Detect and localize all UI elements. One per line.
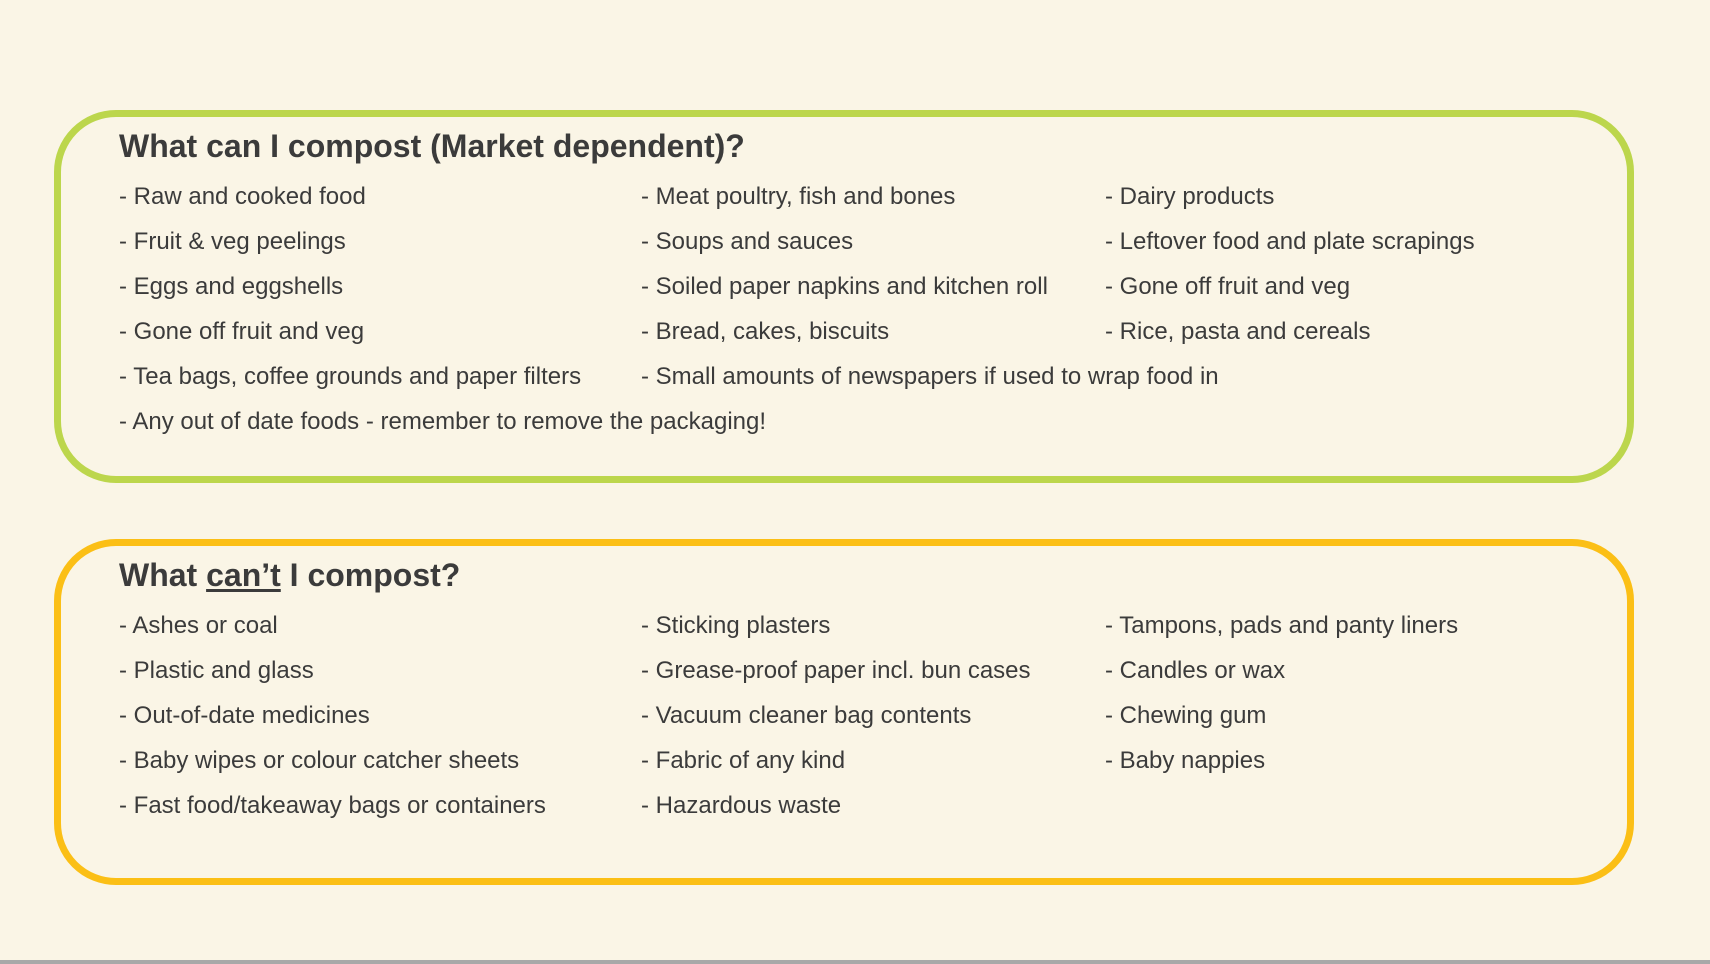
list-item: - Baby wipes or colour catcher sheets [119, 747, 520, 774]
list-item: - Chewing gum [1105, 702, 1267, 729]
list-item: - Vacuum cleaner bag contents [641, 702, 972, 729]
list-item: - Rice, pasta and cereals [1105, 318, 1371, 345]
list-item: - Eggs and eggshells [119, 273, 344, 300]
list-item: - Leftover food and plate scrapings [1105, 228, 1475, 255]
cant-title-start: What [119, 557, 207, 593]
list-item: - Hazardous waste [641, 792, 842, 819]
list-item: - Tampons, pads and panty liners [1105, 612, 1459, 639]
list-item: - Out-of-date medicines [119, 702, 370, 729]
list-item: - Soiled paper napkins and kitchen roll [641, 273, 1048, 300]
cant-title-emphasis: can’t [206, 557, 281, 593]
list-item: - Ashes or coal [119, 612, 278, 639]
cant-compost-panel [54, 539, 1634, 885]
list-item: - Bread, cakes, biscuits [641, 318, 890, 345]
list-item: - Raw and cooked food [119, 183, 366, 210]
list-item: - Small amounts of newspapers if used to wrap food in [641, 363, 1219, 390]
list-item: - Soups and sauces [641, 228, 854, 255]
list-item: - Dairy products [1105, 183, 1275, 210]
list-item: - Grease-proof paper incl. bun cases [641, 657, 1031, 684]
list-item: - Tea bags, coffee grounds and paper filters [119, 363, 582, 390]
list-item: - Fruit & veg peelings [119, 228, 346, 255]
list-item: - Fabric of any kind [641, 747, 846, 774]
list-item: - Candles or wax [1105, 657, 1286, 684]
list-item: - Gone off fruit and veg [119, 318, 365, 345]
list-item: - Gone off fruit and veg [1105, 273, 1351, 300]
can-compost-panel [54, 110, 1634, 483]
list-item: - Sticking plasters [641, 612, 831, 639]
can-compost-title: What can I compost (Market dependent)? [119, 128, 745, 164]
cant-title-end: I compost? [280, 557, 461, 593]
list-item: - Baby nappies [1105, 747, 1266, 774]
window-bottom-edge [0, 960, 1710, 964]
list-item: - Plastic and glass [119, 657, 314, 684]
list-item: - Fast food/takeaway bags or containers [119, 792, 546, 819]
cant-compost-title [119, 556, 460, 594]
list-item: - Any out of date foods - remember to remove the packaging! [119, 408, 767, 435]
list-item: - Meat poultry, fish and bones [641, 183, 956, 210]
